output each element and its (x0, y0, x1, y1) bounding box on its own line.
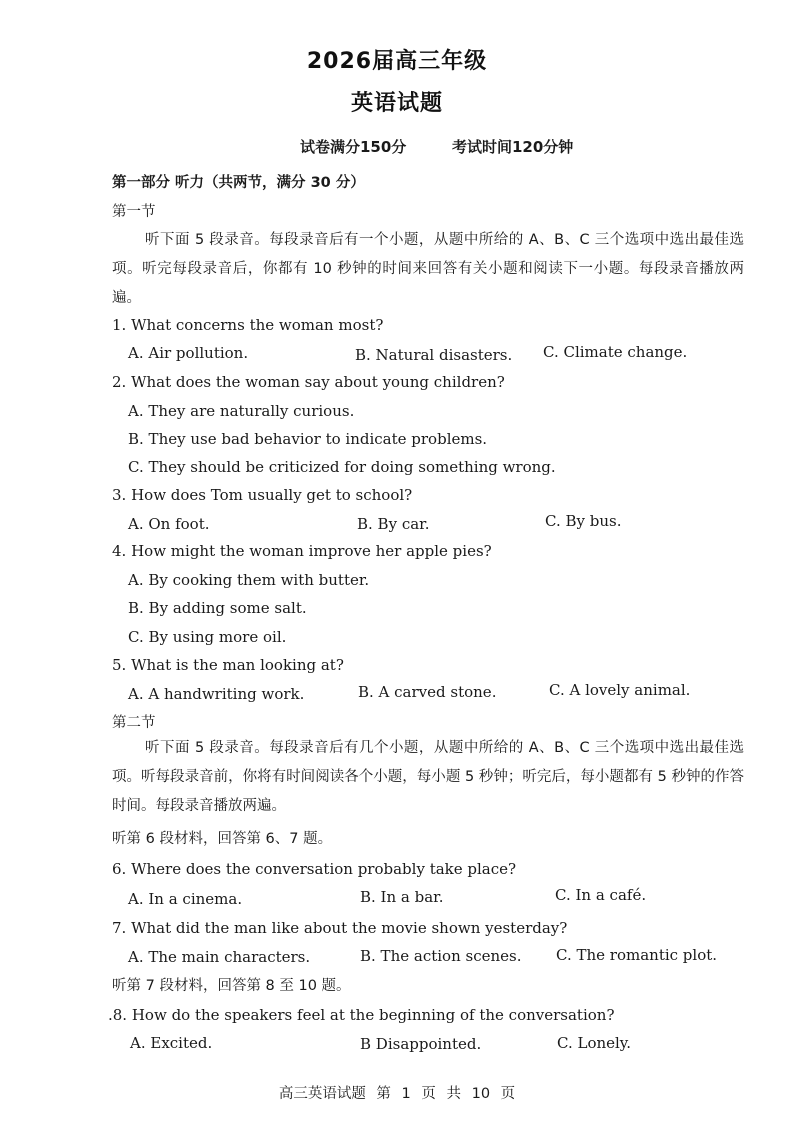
question-6-stem: 6. Where does the conversation probably take place? (112, 860, 517, 878)
question-5-option-c[interactable]: C. A lovely animal. (549, 681, 691, 699)
material-6-note: 听第 6 段材料，回答第 6、7 题。 (112, 831, 333, 847)
question-7-option-c[interactable]: C. The romantic plot. (556, 946, 718, 964)
question-6-option-b[interactable]: B. In a bar. (360, 888, 444, 906)
question-5-option-a[interactable]: A. A handwriting work. (128, 685, 305, 703)
question-5-stem: 5. What is the man looking at? (112, 656, 344, 674)
question-8-option-c[interactable]: C. Lonely. (557, 1034, 632, 1052)
exam-title-grade: 2026届高三年级 (306, 49, 488, 74)
section1-label: 第一节 (112, 204, 156, 220)
section2-instructions: 听下面 5 段录音。每段录音后有几个小题，从题中所给的 A、B、C 三个选项中选出最佳选项。听每段录音前，你将有时间阅读各个小题，每小题 5 秒钟；听完后，每小题都有 5 秒钟的作答时间。每段录音播放两遍。 (112, 740, 744, 814)
question-1-option-a[interactable]: A. Air pollution. (128, 344, 249, 362)
question-6-option-a[interactable]: A. In a cinema. (128, 890, 243, 908)
question-6-option-c[interactable]: C. In a café. (555, 886, 647, 904)
question-4-option-c[interactable]: C. By using more oil. (128, 628, 287, 646)
question-7-option-a[interactable]: A. The main characters. (128, 948, 311, 966)
question-1-option-b[interactable]: B. Natural disasters. (355, 346, 513, 364)
question-4-stem: 4. How might the woman improve her apple pies? (112, 542, 492, 560)
page-footer: 高三英语试题 第 1 页 共 10 页 (278, 1086, 516, 1102)
question-1-option-c[interactable]: C. Climate change. (543, 343, 688, 361)
question-8-option-b[interactable]: B Disappointed. (360, 1035, 482, 1053)
material-7-note: 听第 7 段材料，回答第 8 至 10 题。 (112, 978, 351, 994)
question-4-option-b[interactable]: B. By adding some salt. (128, 599, 307, 617)
section1-instructions: 听下面 5 段录音。每段录音后有一个小题，从题中所给的 A、B、C 三个选项中选出最佳选项。听完每段录音后，你都有 10 秒钟的时间来回答有关小题和阅读下一小题。每段录音播放两遍。 (112, 232, 744, 306)
question-8-stem: .8. How do the speakers feel at the beginning of the conversation? (108, 1006, 615, 1024)
question-3-stem: 3. How does Tom usually get to school? (112, 486, 413, 504)
question-5-option-b[interactable]: B. A carved stone. (358, 683, 497, 701)
question-7-option-b[interactable]: B. The action scenes. (360, 947, 522, 965)
question-7-stem: 7. What did the man like about the movie shown yesterday? (112, 919, 568, 937)
question-4-option-a[interactable]: A. By cooking them with butter. (128, 571, 370, 589)
section2-label: 第二节 (112, 715, 156, 731)
exam-time-label: 考试时间120分钟 (452, 138, 574, 156)
question-2-option-c[interactable]: C. They should be criticized for doing something wrong. (128, 458, 556, 476)
question-3-option-a[interactable]: A. On foot. (128, 515, 210, 533)
full-score-label: 试卷满分150分 (300, 138, 407, 156)
question-2-option-b[interactable]: B. They use bad behavior to indicate problems. (128, 430, 488, 448)
part1-heading: 第一部分 听力（共两节，满分 30 分） (112, 175, 365, 191)
question-8-option-a[interactable]: A. Excited. (130, 1034, 213, 1052)
question-2-stem: 2. What does the woman say about young children? (112, 373, 505, 391)
question-3-option-b[interactable]: B. By car. (357, 515, 430, 533)
exam-title-subject: 英语试题 (350, 91, 443, 116)
question-1-stem: 1. What concerns the woman most? (112, 316, 384, 334)
question-2-option-a[interactable]: A. They are naturally curious. (128, 402, 355, 420)
question-3-option-c[interactable]: C. By bus. (545, 512, 622, 530)
